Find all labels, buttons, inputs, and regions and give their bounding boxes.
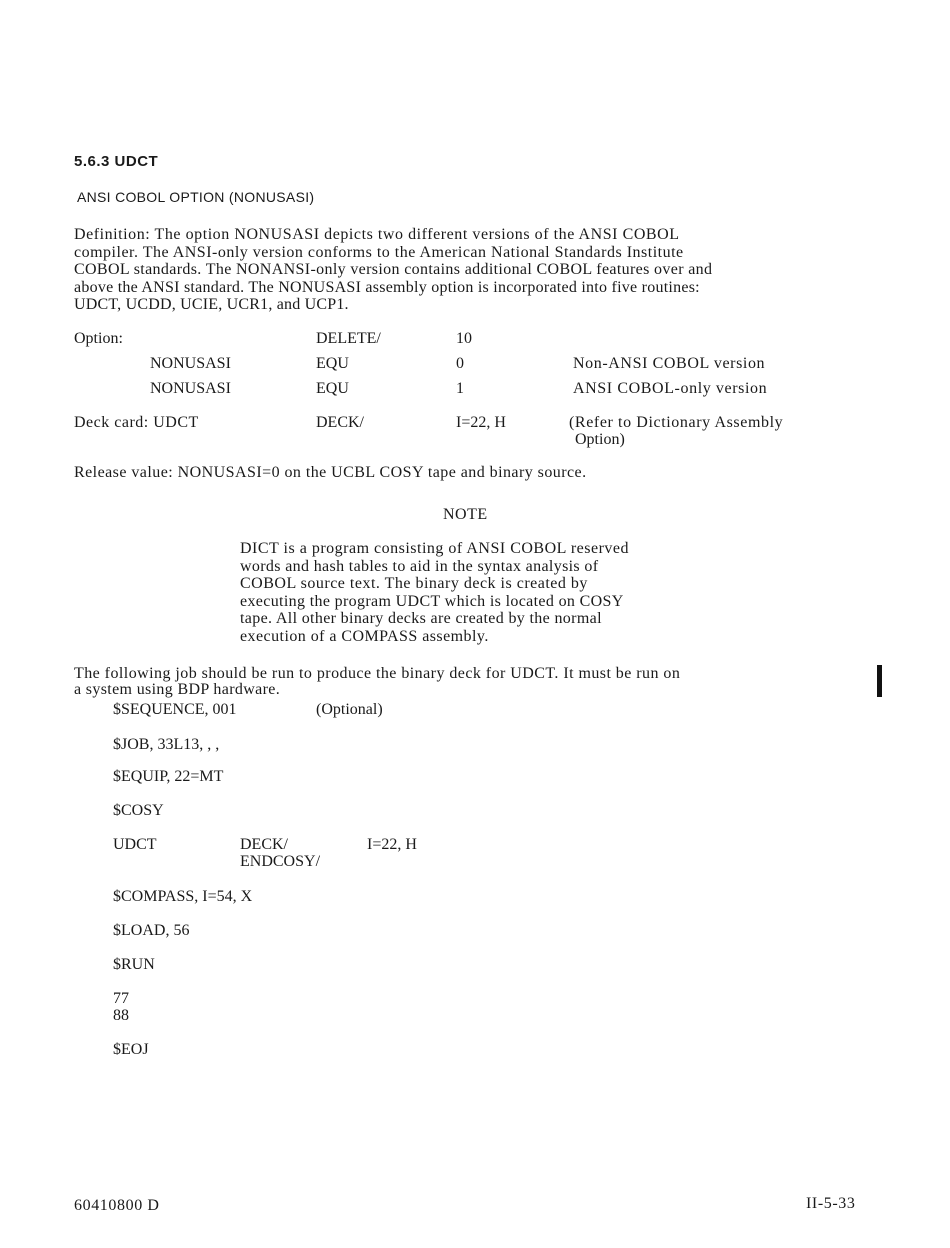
option-row-value: 0 [456, 355, 464, 372]
document-number: 60410800 D [74, 1197, 160, 1214]
cosy-card: $COSY [113, 802, 164, 819]
page-number: II-5-33 [806, 1195, 856, 1212]
section-subheading: ANSI COBOL OPTION (NONUSASI) [77, 189, 315, 205]
udct-card-name: UDCT [113, 836, 157, 853]
option-delete-op: DELETE/ [316, 330, 381, 347]
job-intro-line: a system using BDP hardware. [74, 681, 281, 698]
definition-line: compiler. The ANSI-only version conforms to the American National Standards Institute [74, 243, 684, 261]
definition-paragraph [74, 226, 712, 314]
note-line: executing the program UDCT which is located on COSY [240, 592, 624, 610]
note-line: execution of a COMPASS assembly. [240, 627, 489, 645]
note-line: DICT is a program consisting of ANSI COBOL reserved [240, 540, 630, 557]
data-card: 88 [113, 1007, 129, 1024]
change-bar [877, 665, 882, 697]
endcosy-card: ENDCOSY/ [240, 853, 321, 870]
run-card: $RUN [113, 956, 155, 973]
note-line: COBOL source text. The binary deck is created by [240, 575, 588, 592]
option-row-name: NONUSASI [150, 355, 231, 372]
deck-card-op: DECK/ [316, 414, 364, 431]
definition-line: COBOL standards. The NONANSI-only version contains additional COBOL features over and [74, 261, 713, 278]
eoj-card: $EOJ [113, 1041, 149, 1058]
note-body [240, 540, 629, 645]
job-card: $JOB, 33L13, , , [113, 736, 220, 753]
option-row-value: 1 [456, 380, 464, 397]
load-card: $LOAD, 56 [113, 922, 190, 939]
option-row-op: EQU [316, 355, 349, 372]
option-label: Option: [74, 330, 123, 347]
udct-card-op: DECK/ [240, 836, 288, 853]
deck-card-note: (Refer to Dictionary Assembly [569, 414, 784, 431]
release-value: Release value: NONUSASI=0 on the UCBL COSY tape and binary source. [74, 464, 587, 481]
job-intro-line: The following job should be run to produce the binary deck for UDCT. It must be run on [74, 665, 681, 682]
option-row-name: NONUSASI [150, 380, 231, 397]
data-card: 77 [113, 990, 129, 1007]
option-delete-value: 10 [456, 330, 472, 347]
equip-card: $EQUIP, 22=MT [113, 768, 224, 785]
option-row-description: Non-ANSI COBOL version [573, 355, 766, 372]
option-row-description: ANSI COBOL-only version [573, 380, 768, 397]
note-title: NOTE [443, 506, 488, 523]
definition-line: UDCT, UCDD, UCIE, UCR1, and UCP1. [74, 296, 349, 313]
definition-line: above the ANSI standard. The NONUSASI assembly option is incorporated into five routines: [74, 278, 700, 296]
deck-card-note-cont: Option) [575, 431, 625, 448]
job-sequence: $SEQUENCE, 001 [113, 701, 237, 718]
job-intro [74, 666, 680, 698]
option-row-op: EQU [316, 380, 349, 397]
note-line: words and hash tables to aid in the syntax analysis of [240, 557, 599, 575]
deck-card-value: I=22, H [456, 414, 506, 431]
deck-card-label: Deck card: UDCT [74, 414, 199, 431]
udct-card-value: I=22, H [367, 836, 417, 853]
job-sequence-note: (Optional) [316, 701, 383, 718]
definition-line: Definition: The option NONUSASI depicts two different versions of the ANSI COBOL [74, 226, 680, 243]
section-heading: 5.6.3 UDCT [74, 153, 159, 170]
note-line: tape. All other binary decks are created by the normal [240, 610, 602, 627]
compass-card: $COMPASS, I=54, X [113, 888, 253, 905]
